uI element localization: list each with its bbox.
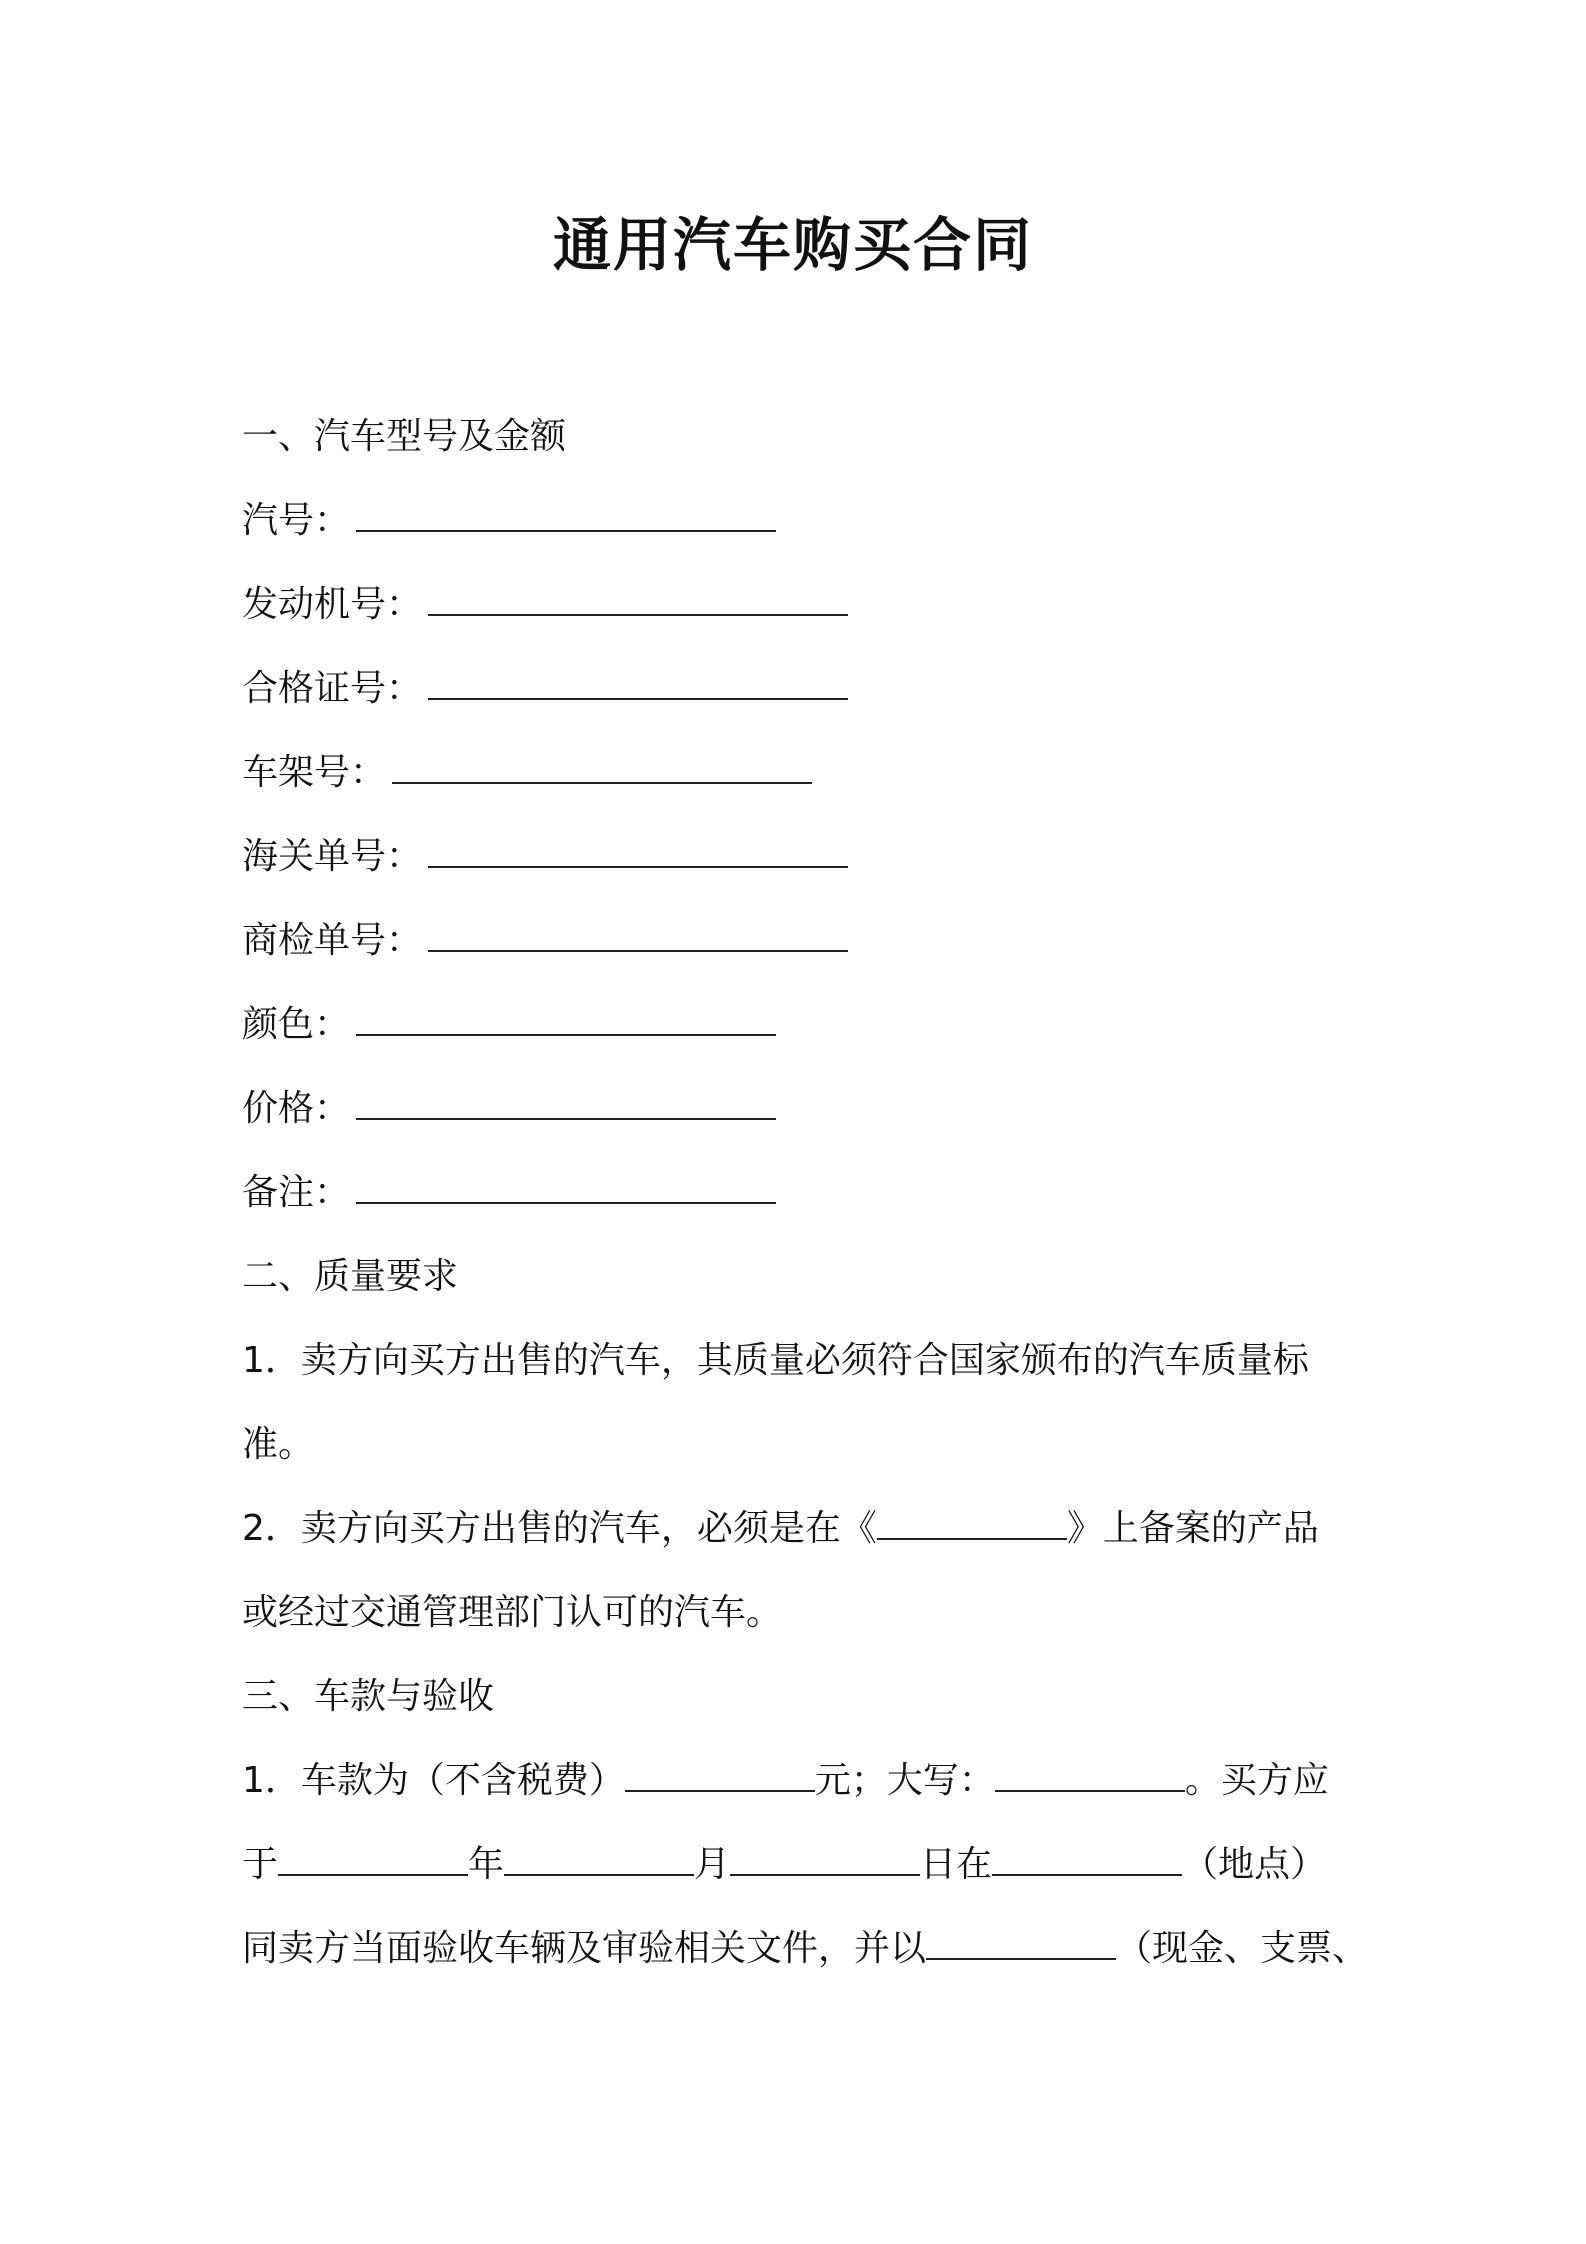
text-segment: 元；大写： — [814, 1760, 995, 1801]
field-engine-number — [242, 563, 1362, 647]
fill-in-blank — [428, 920, 848, 952]
text-segment: （地点） — [1182, 1844, 1327, 1885]
field-label: 合格证号： — [242, 668, 423, 709]
field-customs-number — [242, 815, 1362, 899]
fill-in-blank — [992, 1844, 1182, 1876]
text-segment: 同卖方当面验收车辆及审验相关文件，并以 — [242, 1928, 927, 1969]
field-label: 车架号： — [242, 752, 387, 793]
section-3-heading: 三、车款与验收 — [242, 1676, 495, 1717]
text-segment: 2．卖方向买方出售的汽车，必须是在《 — [242, 1508, 877, 1549]
text-segment: 1．车款为（不含税费） — [242, 1760, 625, 1801]
section-1-heading: 一、汽车型号及金额 — [242, 416, 567, 457]
field-label: 备注： — [242, 1172, 351, 1213]
section-2-paragraph-1-line-1: 1．卖方向买方出售的汽车，其质量必须符合国家颁布的汽车质量标 — [242, 1340, 1309, 1381]
fill-in-blank — [428, 836, 848, 868]
section-2-paragraph-2-line-2: 或经过交通管理部门认可的汽车。 — [242, 1592, 783, 1633]
fill-in-blank — [356, 500, 776, 532]
fill-in-blank — [356, 1172, 776, 1204]
fill-in-blank — [278, 1844, 468, 1876]
fill-in-blank — [926, 1928, 1116, 1960]
fill-in-blank — [392, 752, 812, 784]
section-2-paragraph-1-line-2: 准。 — [242, 1424, 315, 1465]
text-segment: 年 — [468, 1844, 505, 1885]
fill-in-blank — [504, 1844, 694, 1876]
field-certificate-number — [242, 647, 1362, 731]
field-color — [242, 983, 1362, 1067]
field-remarks — [242, 1151, 1362, 1235]
field-label: 商检单号： — [242, 920, 423, 961]
document-body — [242, 395, 1369, 1991]
field-inspection-number — [242, 899, 1362, 983]
section-2-paragraph-2-line-1 — [242, 1487, 1362, 1571]
text-segment: （现金、支票、 — [1116, 1928, 1369, 1969]
field-label: 价格： — [242, 1088, 351, 1129]
fill-in-blank — [356, 1088, 776, 1120]
text-segment: 于 — [242, 1844, 279, 1885]
field-label: 汽号： — [242, 500, 351, 541]
fill-in-blank — [428, 584, 848, 616]
text-segment: 。买方应 — [1184, 1760, 1329, 1801]
field-price — [242, 1067, 1362, 1151]
field-label: 海关单号： — [242, 836, 423, 877]
section-3-line-2 — [242, 1823, 1362, 1907]
document-title: 通用汽车购买合同 — [552, 211, 1033, 279]
text-segment: 》上备案的产品 — [1066, 1508, 1319, 1549]
section-3-line-1 — [242, 1739, 1362, 1823]
section-3-line-3 — [242, 1907, 1369, 1991]
section-2-heading: 二、质量要求 — [242, 1256, 459, 1297]
fill-in-blank — [625, 1760, 815, 1792]
field-frame-number — [242, 731, 1362, 815]
text-segment: 月 — [694, 1844, 731, 1885]
text-segment: 日在 — [920, 1844, 993, 1885]
fill-in-blank — [995, 1760, 1185, 1792]
field-car-number — [242, 479, 1362, 563]
field-label: 颜色： — [242, 1004, 351, 1045]
fill-in-blank — [877, 1508, 1067, 1540]
fill-in-blank — [730, 1844, 920, 1876]
field-label: 发动机号： — [242, 584, 423, 625]
fill-in-blank — [356, 1004, 776, 1036]
fill-in-blank — [428, 668, 848, 700]
